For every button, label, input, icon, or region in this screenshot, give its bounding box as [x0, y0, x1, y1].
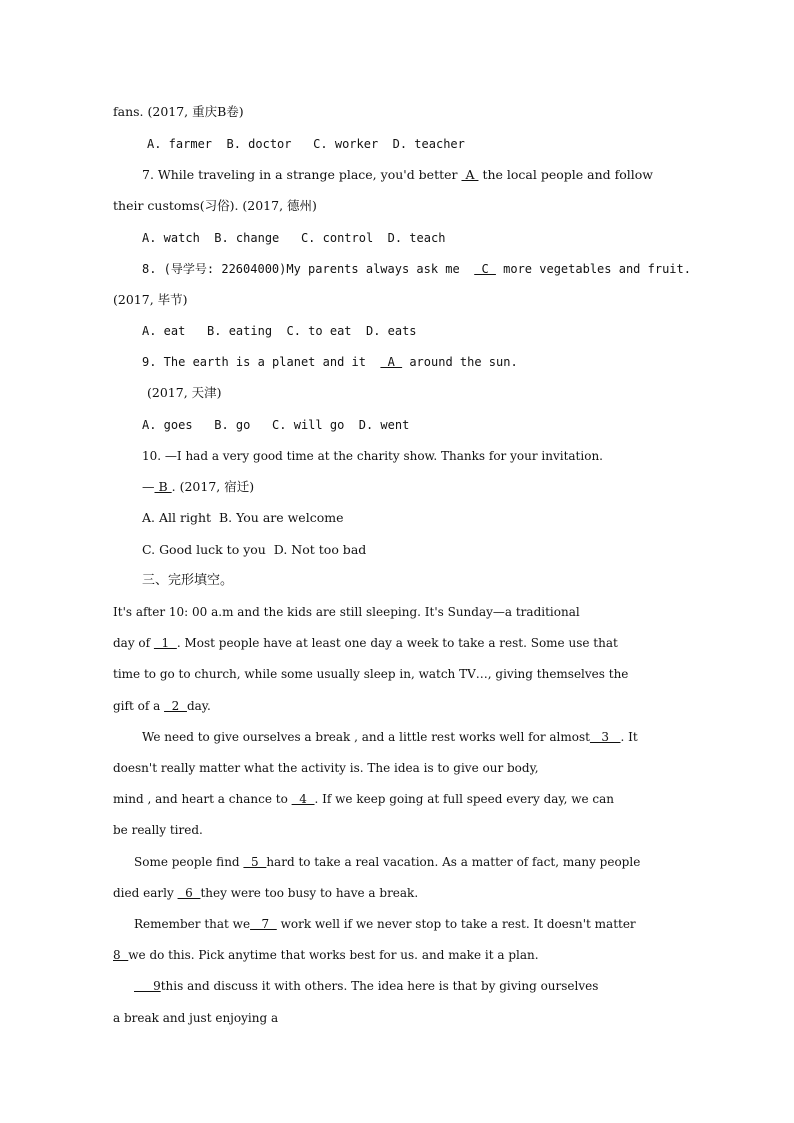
text-line: 7. While traveling in a strange place, you'd better A the local people and follow — [142, 167, 653, 182]
text-line: 10. —I had a very good time at the charity show. Thanks for your invitation. — [142, 449, 603, 463]
text-line: A. watch B. change C. control D. teach — [142, 231, 446, 245]
cloze-blank: 9 — [134, 979, 161, 993]
text-line: died early 6 they were too busy to have a break. — [113, 886, 419, 900]
cloze-blank: 3 — [589, 730, 621, 744]
text-line: C. Good luck to you D. Not too bad — [142, 542, 367, 557]
answer-blank: A — [461, 167, 479, 182]
text-line: time to go to church, while some usually sleep in, watch TV…, giving themselves the — [113, 667, 629, 681]
cloze-blank: 4 — [291, 792, 315, 806]
text-line: A. eat B. eating C. to eat D. eats — [142, 324, 417, 338]
text-line: fans. (2017, 重庆B卷) — [113, 104, 244, 119]
text-line: doesn't really matter what the activity is. The idea is to give our body, — [113, 761, 539, 775]
text-line: be really tired. — [113, 823, 203, 837]
section-heading: 三、完形填空。 — [142, 573, 234, 588]
text-line: (2017, 毕节) — [113, 292, 188, 307]
cloze-blank: 2 — [164, 699, 187, 713]
text-line: a break and just enjoying a — [113, 1011, 279, 1025]
text-line: (2017, 天津) — [147, 385, 222, 400]
cloze-blank: 5 — [243, 855, 267, 869]
answer-blank: C — [474, 262, 496, 276]
text-line: A. farmer B. doctor C. worker D. teacher — [147, 137, 465, 151]
text-line: Some people find 5 hard to take a real vacation. As a matter of fact, many people — [134, 855, 641, 869]
cloze-blank: 7 — [250, 917, 277, 931]
text-line: 8 we do this. Pick anytime that works best for us. and make it a plan. — [113, 948, 539, 962]
cloze-blank: 8 — [113, 948, 129, 962]
text-line: gift of a 2 day. — [113, 699, 211, 713]
text-line: It's after 10: 00 a.m and the kids are still sleeping. It's Sunday—a traditional — [113, 605, 580, 619]
text-line: — B . (2017, 宿迁) — [142, 479, 255, 494]
answer-blank: B — [154, 479, 172, 494]
text-line: Remember that we 7 work well if we never stop to take a rest. It doesn't matter — [134, 917, 636, 931]
text-line: day of 1 . Most people have at least one day a week to take a rest. Some use that — [113, 636, 618, 650]
text-line: 9this and discuss it with others. The idea here is that by giving ourselves — [134, 979, 599, 993]
text-line: mind , and heart a chance to 4 . If we keep going at full speed every day, we can — [113, 792, 615, 806]
answer-blank: A — [380, 355, 403, 369]
text-line: 8. (导学号: 22604000)My parents always ask me C more vegetables and fruit. — [142, 262, 691, 276]
text-line: their customs(习俗). (2017, 德州) — [113, 198, 317, 213]
cloze-blank: 6 — [177, 886, 201, 900]
text-line: 9. The earth is a planet and it A around the sun. — [142, 355, 518, 369]
text-line: A. All right B. You are welcome — [142, 510, 344, 525]
text-line: We need to give ourselves a break , and a little rest works well for almost 3 . It — [142, 730, 638, 744]
text-line: A. goes B. go C. will go D. went — [142, 418, 410, 432]
cloze-blank: 1 — [153, 636, 177, 650]
